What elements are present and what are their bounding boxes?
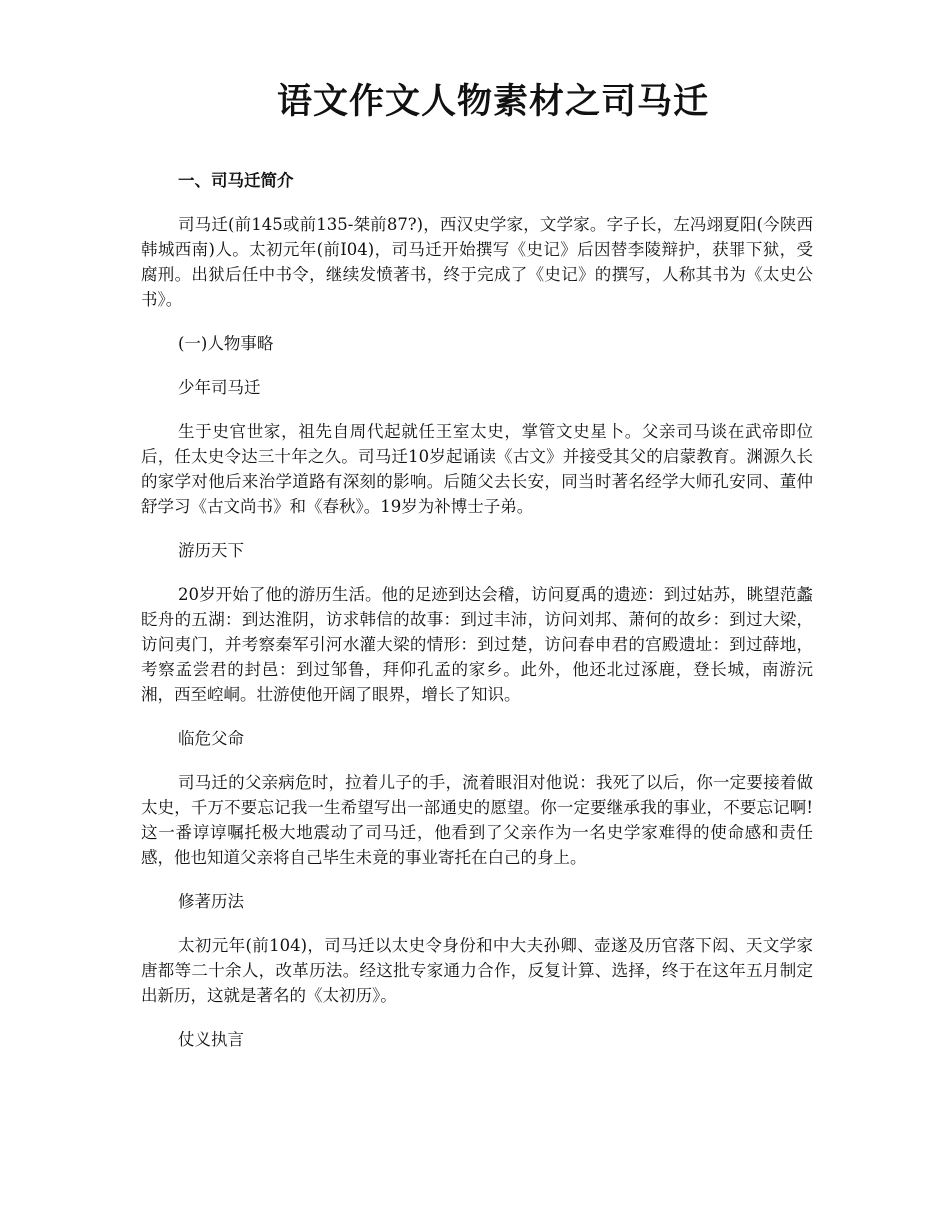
heading-youth: 少年司马迁 [178,378,261,397]
paragraph-youth: 生于史官世家，祖先自周代起就任王室太史，掌管文史星卜。父亲司马谈在武帝即位后，任太史令达三十年之久。司马迁10岁起诵读《古文》并接受其父的启蒙教育。渊源久长的家学对他后来治学道路有深刻的影响。后随父去长安，同当时著名经学大师孔安同、董仲舒学习《古文尚书》和《春秋》。19岁为补博士子弟。 [141,422,813,516]
paragraph-intro: 司马迁(前145或前135-桀前87?)，西汉史学家，文学家。字子长，左冯翊夏阳(今陕西韩城西南)人。太初元年(前I04)，司马迁开始撰写《史记》后因替李陵辩护，获罪下狱，受腐刑。出狱后任中书令，继续发愤著书，终于完成了《史记》的撰写，人称其书为《太史公书》。 [141,215,813,309]
heading-calendar: 修著历法 [178,892,244,911]
document-title: 语文作文人物素材之司马迁 [276,81,709,122]
heading-father: 临危父命 [178,729,244,748]
subsection-heading-events: (一)人物事略 [178,334,274,353]
paragraph-father: 司马迁的父亲病危时，拉着儿子的手，流着眼泪对他说：我死了以后，你一定要接着做太史，千万不要忘记我一生希望写出一部通史的愿望。你一定要继承我的事业，不要忘记啊!这一番谆谆嘱托极大地震动了司马迁，他看到了父亲作为一名史学家难得的使命感和责任感，他也知道父亲将自己毕生未竟的事业寄托在白己的身上。 [141,773,813,867]
heading-travel: 游历天下 [178,541,244,560]
paragraph-calendar: 太初元年(前104)，司马迁以太史令身份和中大夫孙卿、壶遂及历官落下闳、天文学家唐都等二十余人，改革历法。经这批专家通力合作，反复计算、选择，终于在这年五月制定出新历，这就是著名的《太初历》。 [141,936,813,1005]
section-heading-intro: 一、司马迁简介 [178,171,294,190]
heading-justice: 仗义执言 [178,1030,244,1049]
document-body [141,168,813,1071]
paragraph-travel: 20岁开始了他的游历生活。他的足迹到达会稽，访问夏禹的遗迹：到过姑苏，眺望范蠡眨舟的五湖：到达淮阴，访求韩信的故事：到过丰沛，访问刘邦、萧何的故乡：到过大梁，访问夷门，并考察秦军引河水灌大梁的情形：到过楚，访问春申君的宫殿遗址：到过薛地，考察孟尝君的封邑：到过邹鲁，拜仰孔孟的家乡。此外，他还北过涿鹿，登长城，南游沅湘，西至崆峒。壮游使他开阔了眼界，增长了知识。 [141,585,813,704]
